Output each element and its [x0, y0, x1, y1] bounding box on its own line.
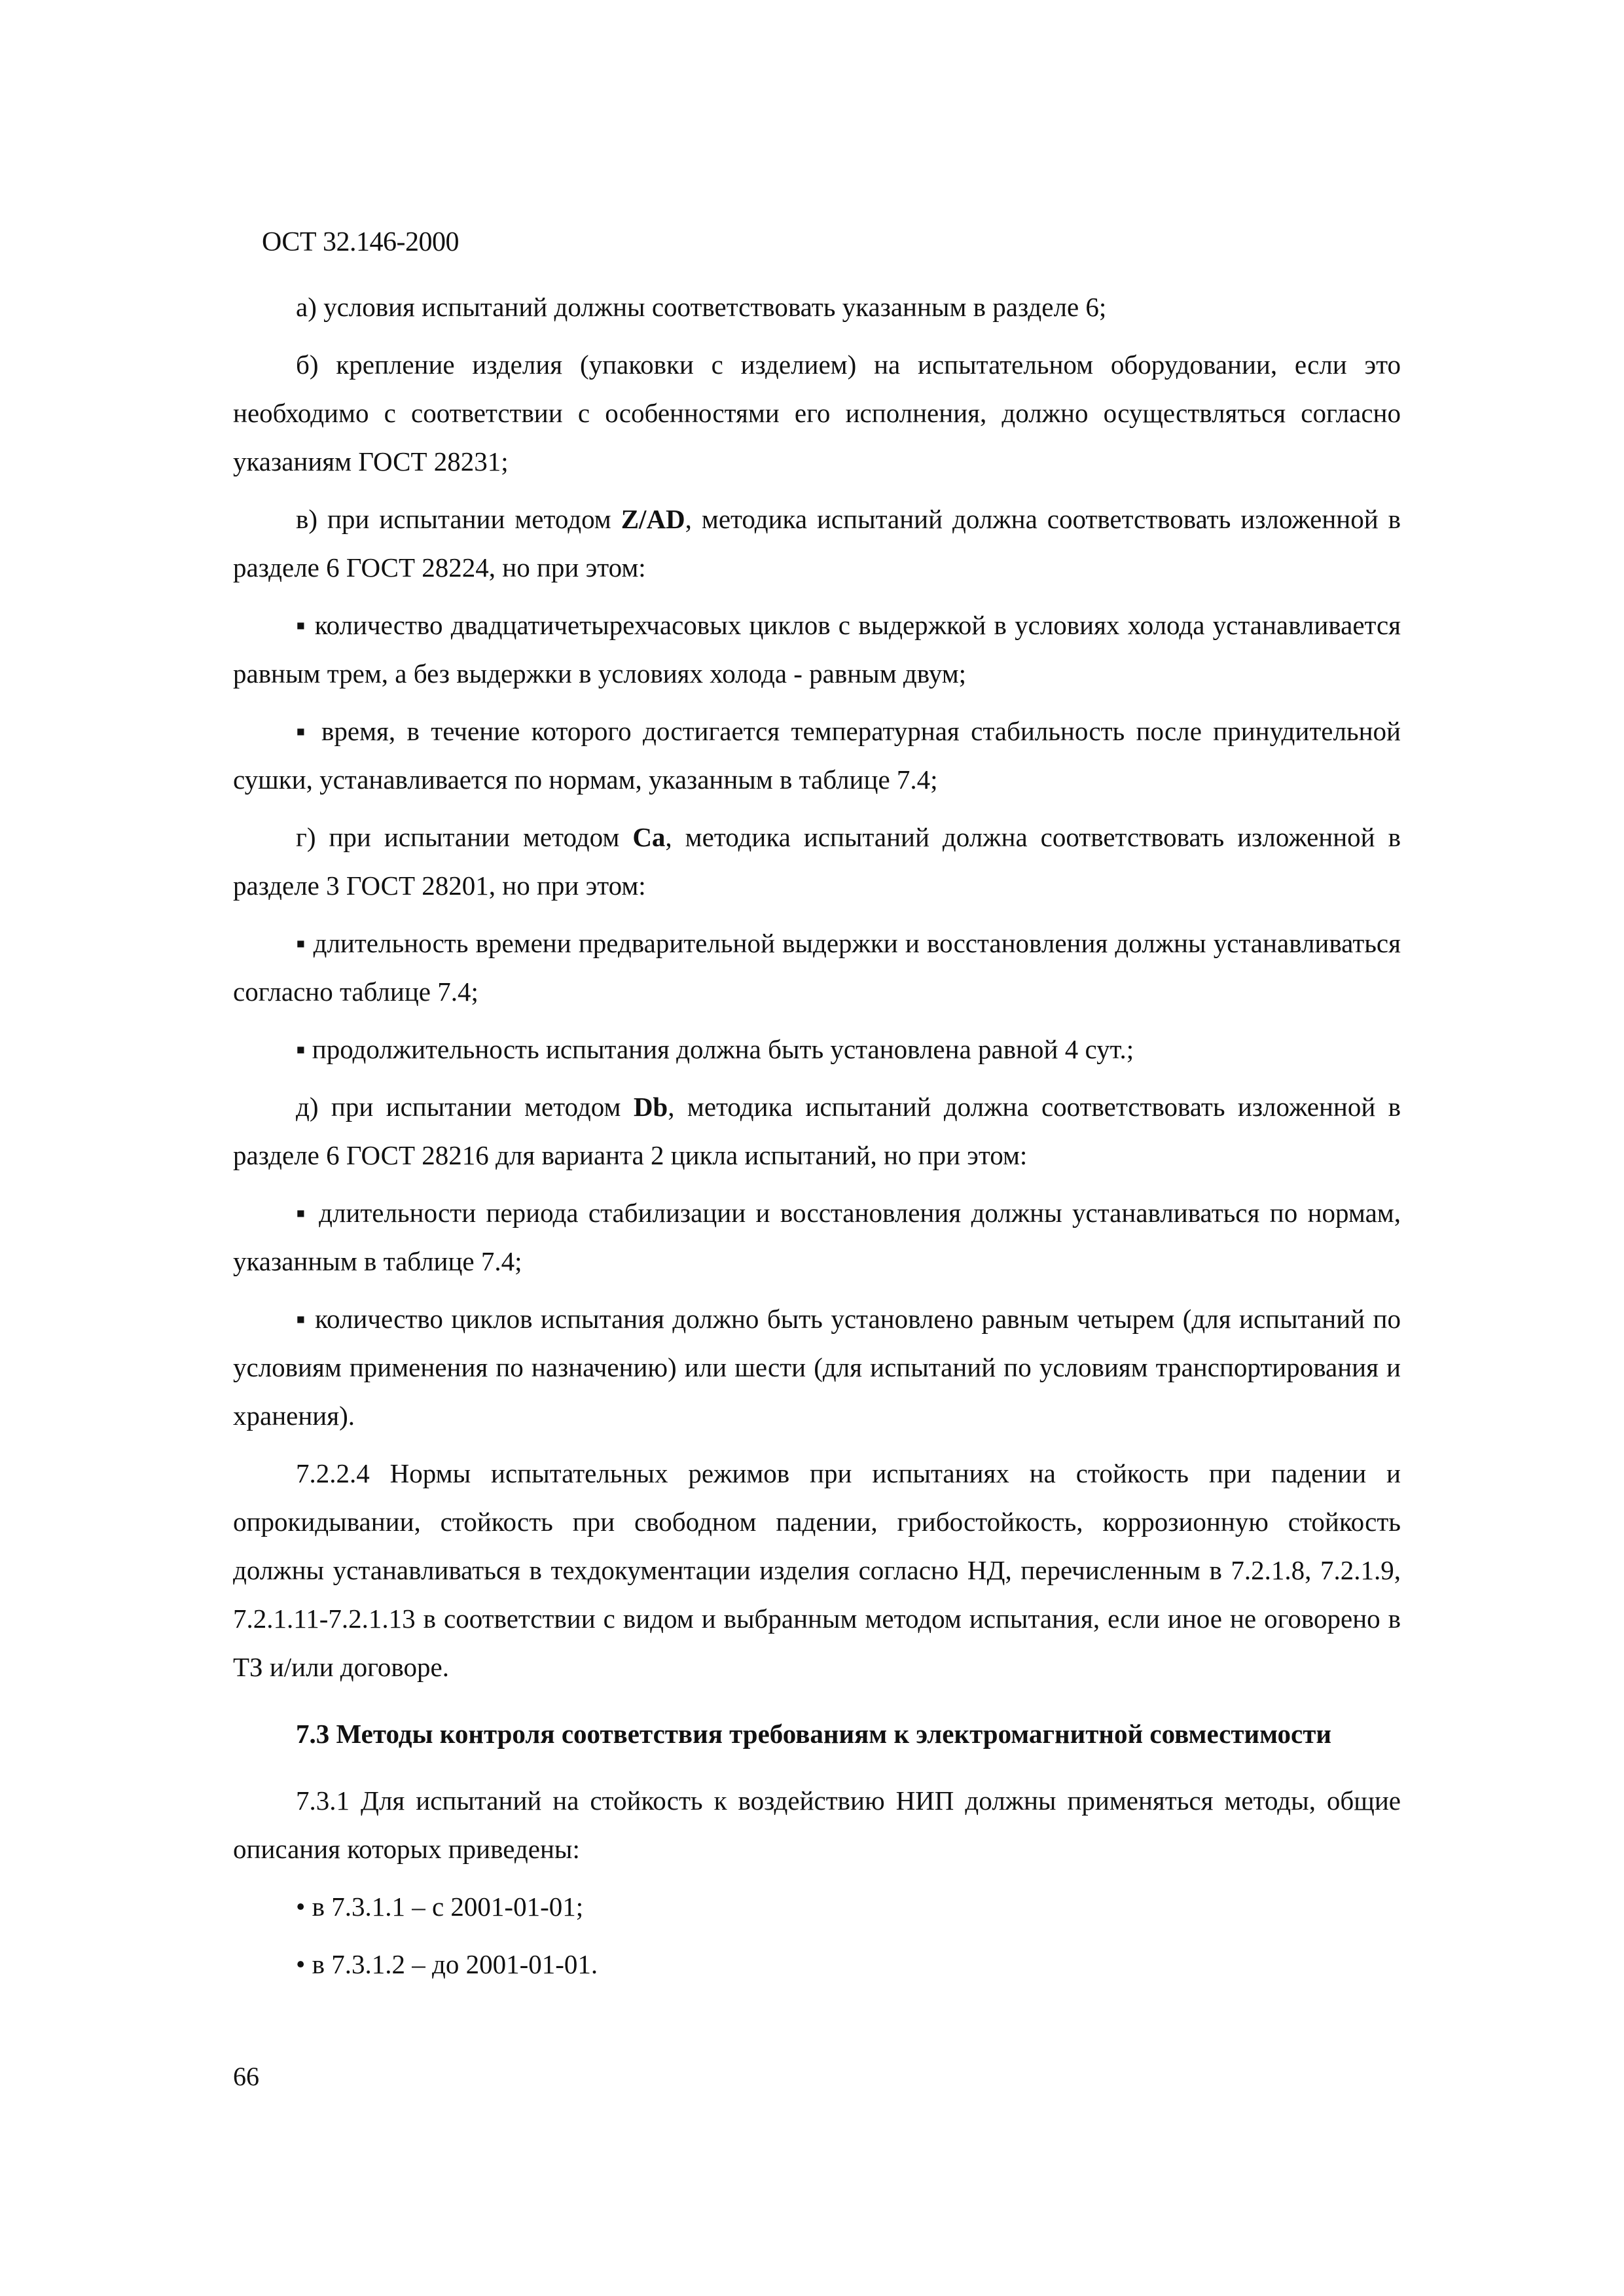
item-v-lead: в) при испытании методом — [296, 504, 621, 534]
item-g-bullet-1: ▪ длительность времени предварительной выдержки и восстановления должны устанавливаться согласно таблице 7.4; — [233, 928, 1401, 1007]
page-number: 66 — [233, 2062, 259, 2091]
item-d-lead: д) при испытании методом — [296, 1092, 634, 1122]
document-code-header: ОСТ 32.146-2000 — [262, 227, 459, 257]
item-v-bullet-2: ▪ время, в течение которого достигается температурная стабильность после принудительной сушки, устанавливается по нормам, указанным в таблице 7.4; — [233, 716, 1401, 795]
item-g-lead: г) при испытании методом — [296, 822, 633, 852]
paragraph-7-2-2-4: 7.2.2.4 Нормы испытательных режимов при испытаниях на стойкость при падении и опрокидывании, стойкость при свободном падении, грибостойкость, коррозионную стойкость должны устанавливаться в техдокументации изделия согласно НД, перечисленным в 7.2.1.8, 7.2.1.9, 7.2.1.11-7.2.1.13 в соответствии с видом и выбранным методом испытания, если иное не оговорено в ТЗ и/или договоре. — [233, 1458, 1401, 1682]
item-b: б) крепление изделия (упаковки с изделием) на испытательном оборудовании, если это необходимо с соответствии с особенностями его исполнения, должно осуществляться согласно указаниям ГОСТ 28231; — [233, 350, 1401, 476]
item-d — [233, 1083, 1401, 1179]
item-a: а) условия испытаний должны соответствовать указанным в разделе 6; — [296, 292, 1107, 322]
method-code-db: Db — [633, 1092, 668, 1122]
item-v-bullet-1: ▪ количество двадцатичетырехчасовых циклов с выдержкой в условиях холода устанавливается равным трем, а без выдержки в условиях холода - равным двум; — [233, 610, 1401, 689]
item-g-rest: , методика испытаний должна соответствовать изложенной в разделе 3 ГОСТ 28201, но при этом: — [233, 822, 1401, 901]
item-d-rest: , методика испытаний должна соответствовать изложенной в разделе 6 ГОСТ 28216 для варианта 2 цикла испытаний, но при этом: — [233, 1092, 1401, 1170]
method-code-ca: Са — [632, 822, 666, 852]
item-d-bullet-2: ▪ количество циклов испытания должно быть установлено равным четырем (для испытаний по условиям применения по назначению) или шести (для испытаний по условиям транспортирования и хранения). — [233, 1304, 1401, 1431]
section-heading-7-3: 7.3 Методы контроля соответствия требованиям к электромагнитной совместимости — [296, 1719, 1331, 1749]
item-g-bullet-2: ▪ продолжительность испытания должна быть установлена равной 4 сут.; — [296, 1034, 1134, 1064]
item-g — [233, 813, 1401, 910]
item-d-bullet-1: ▪ длительности периода стабилизации и восстановления должны устанавливаться по нормам, указанным в таблице 7.4; — [233, 1198, 1401, 1276]
item-v — [233, 495, 1401, 592]
paragraph-7-3-1: 7.3.1 Для испытаний на стойкость к воздействию НИП должны применяться методы, общие описания которых приведены: — [233, 1785, 1401, 1864]
paragraph-7-3-1-bullet-2: • в 7.3.1.2 – до 2001-01-01. — [296, 1949, 598, 1979]
paragraph-7-3-1-bullet-1: • в 7.3.1.1 – с 2001-01-01; — [296, 1892, 584, 1922]
method-code-zad: Z/AD — [621, 504, 685, 534]
item-v-rest: , методика испытаний должна соответствовать изложенной в разделе 6 ГОСТ 28224, но при этом: — [233, 504, 1401, 583]
document-body — [233, 283, 1401, 1988]
